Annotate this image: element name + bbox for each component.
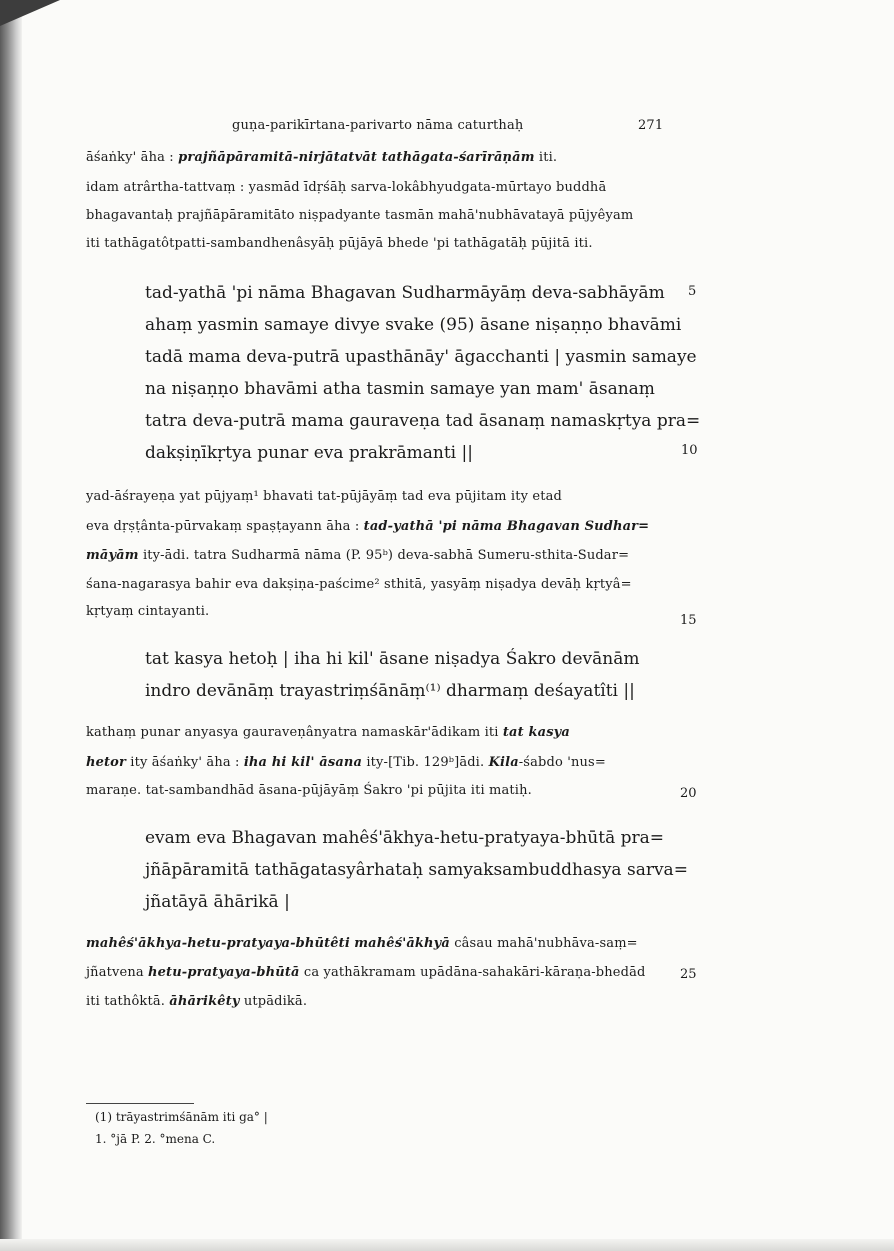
line-number-15: 15 [680,613,697,628]
commentary-1-line [86,208,633,223]
commentary-4-line [86,965,646,980]
line-number-5: 5 [688,284,697,299]
text-segment: ity-[Tib. 129ᵇ]ādi. [362,755,489,770]
text-segment: -śabdo 'nus= [518,755,606,770]
quoted-root-text: tad-yathā 'pi nāma Bhagavan Sudhar= [363,519,650,534]
root-3-line: jñatāyā āhārikā | [145,892,290,912]
commentary-2-line [86,519,649,534]
root-1-line: tatra deva-putrā mama gauraveṇa tad āsanaṃ namaskṛtya pra= [145,411,701,431]
commentary-4-line [86,936,638,951]
text-segment: bhagavantaḥ prajñāpāramitāto niṣpadyante tasmān mahā'nubhāvatayā pūjyêyam [86,208,634,223]
root-2-line: tat kasya hetoḥ | iha hi kil' āsane niṣadya Śakro devānām [145,649,640,669]
text-segment: ca yathākramam upādāna-sahakāri-kāraṇa-bhedād [299,965,646,980]
commentary-1-line [86,180,606,195]
text-segment: iti. [534,150,558,165]
text-segment: iti tathāgatôtpatti-sambandhenâsyāḥ pūjāyā bhede 'pi tathāgatāḥ pūjitā iti. [86,236,593,251]
commentary-1-line [86,150,557,165]
root-1-line: ahaṃ yasmin samaye divye svake (95) āsane niṣaṇṇo bhavāmi [145,315,682,335]
line-number-20: 20 [680,786,697,801]
commentary-2-line [86,604,209,619]
commentary-2-line [86,489,562,504]
text-segment: yad-āśrayeṇa yat pūjyaṃ¹ bhavati tat-pūjāyāṃ tad eva pūjitam ity etad [86,489,562,504]
commentary-3-line [86,755,606,770]
root-1-line: tad-yathā 'pi nāma Bhagavan Sudharmāyāṃ deva-sabhāyām [145,283,665,303]
root-1-line: tadā mama deva-putrā upasthānāy' āgacchanti | yasmin samaye [145,347,697,367]
quoted-root-text: tat kasya [502,725,570,740]
root-2-line: indro devānāṃ trayastriṃśānāṃ⁽¹⁾ dharmaṃ deśayatîti || [145,681,635,701]
commentary-4-line [86,994,307,1009]
footnote-2: 1. °jā P. 2. °mena C. [95,1132,216,1146]
root-1-line: dakṣiṇīkṛtya punar eva prakrāmanti || [145,443,473,463]
quoted-root-text: hetor [86,755,126,770]
footnote-1: (1) trāyastrimśānām iti ga° | [95,1110,268,1124]
text-segment: idam atrârtha-tattvaṃ : yasmād īdṛśāḥ sarva-lokâbhyudgata-mūrtayo buddhā [86,180,607,195]
quoted-root-text: hetu-pratyaya-bhūtā [148,965,300,980]
root-1-line: na niṣaṇṇo bhavāmi atha tasmin samaye yan mam' āsanaṃ [145,379,655,399]
commentary-3-line [86,783,532,798]
line-number-25: 25 [680,967,697,982]
quoted-root-text: Kila [488,755,519,770]
quoted-root-text: mahêś'ākhyā [354,936,450,951]
text-segment: śana-nagarasya bahir eva dakṣiṇa-paścime² sthitā, yasyāṃ niṣadya devāḥ kṛtyâ= [86,577,632,592]
text-segment: ity āśaṅky' āha : [126,755,244,770]
root-3-line: evam eva Bhagavan mahêś'ākhya-hetu-pratyaya-bhūtā pra= [145,828,665,848]
text-segment: kṛtyaṃ cintayanti. [86,604,210,619]
text-segment: jñatvena [86,965,149,980]
commentary-2-line [86,548,629,563]
text-segment: câsau mahā'nubhāva-saṃ= [449,936,638,951]
scan-binding-edge [0,0,22,1251]
scan-bottom-edge [0,1239,894,1251]
text-segment: kathaṃ punar anyasya gauraveṇânyatra namaskār'ādikam iti [86,725,503,740]
page-number: 271 [638,118,664,133]
text-segment: ity-ādi. tatra Sudharmā nāma (P. 95ᵇ) deva-sabhā Sumeru-sthita-Sudar= [138,548,630,563]
commentary-1-line [86,236,593,251]
running-header-title: guṇa-parikīrtana-parivarto nāma caturthaḥ [232,118,524,133]
text-segment: utpādikā. [239,994,308,1009]
line-number-10: 10 [681,443,698,458]
text-segment: eva dṛṣṭânta-pūrvakaṃ spaṣṭayann āha : [86,519,364,534]
text-segment: iti tathôktā. [86,994,170,1009]
quoted-root-text: mahêś'ākhya-hetu-pratyaya-bhūtêti [86,936,350,951]
commentary-3-line [86,725,570,740]
commentary-2-line [86,577,632,592]
text-segment: āśaṅky' āha : [86,150,179,165]
quoted-root-text: māyām [86,548,139,563]
root-3-line: jñāpāramitā tathāgatasyârhataḥ samyaksambuddhasya sarva= [145,860,688,880]
scan-corner-shadow [0,0,60,26]
quoted-root-text: iha hi kil' āsana [243,755,363,770]
quoted-root-text: prajñāpāramitā-nirjātatvāt tathāgata-śarīrāṇām [178,150,535,165]
footnote-separator [86,1103,194,1104]
text-segment: maraṇe. tat-sambandhād āsana-pūjāyāṃ Śakro 'pi pūjita iti matiḥ. [86,783,532,798]
quoted-root-text: āhārikêty [169,994,240,1009]
